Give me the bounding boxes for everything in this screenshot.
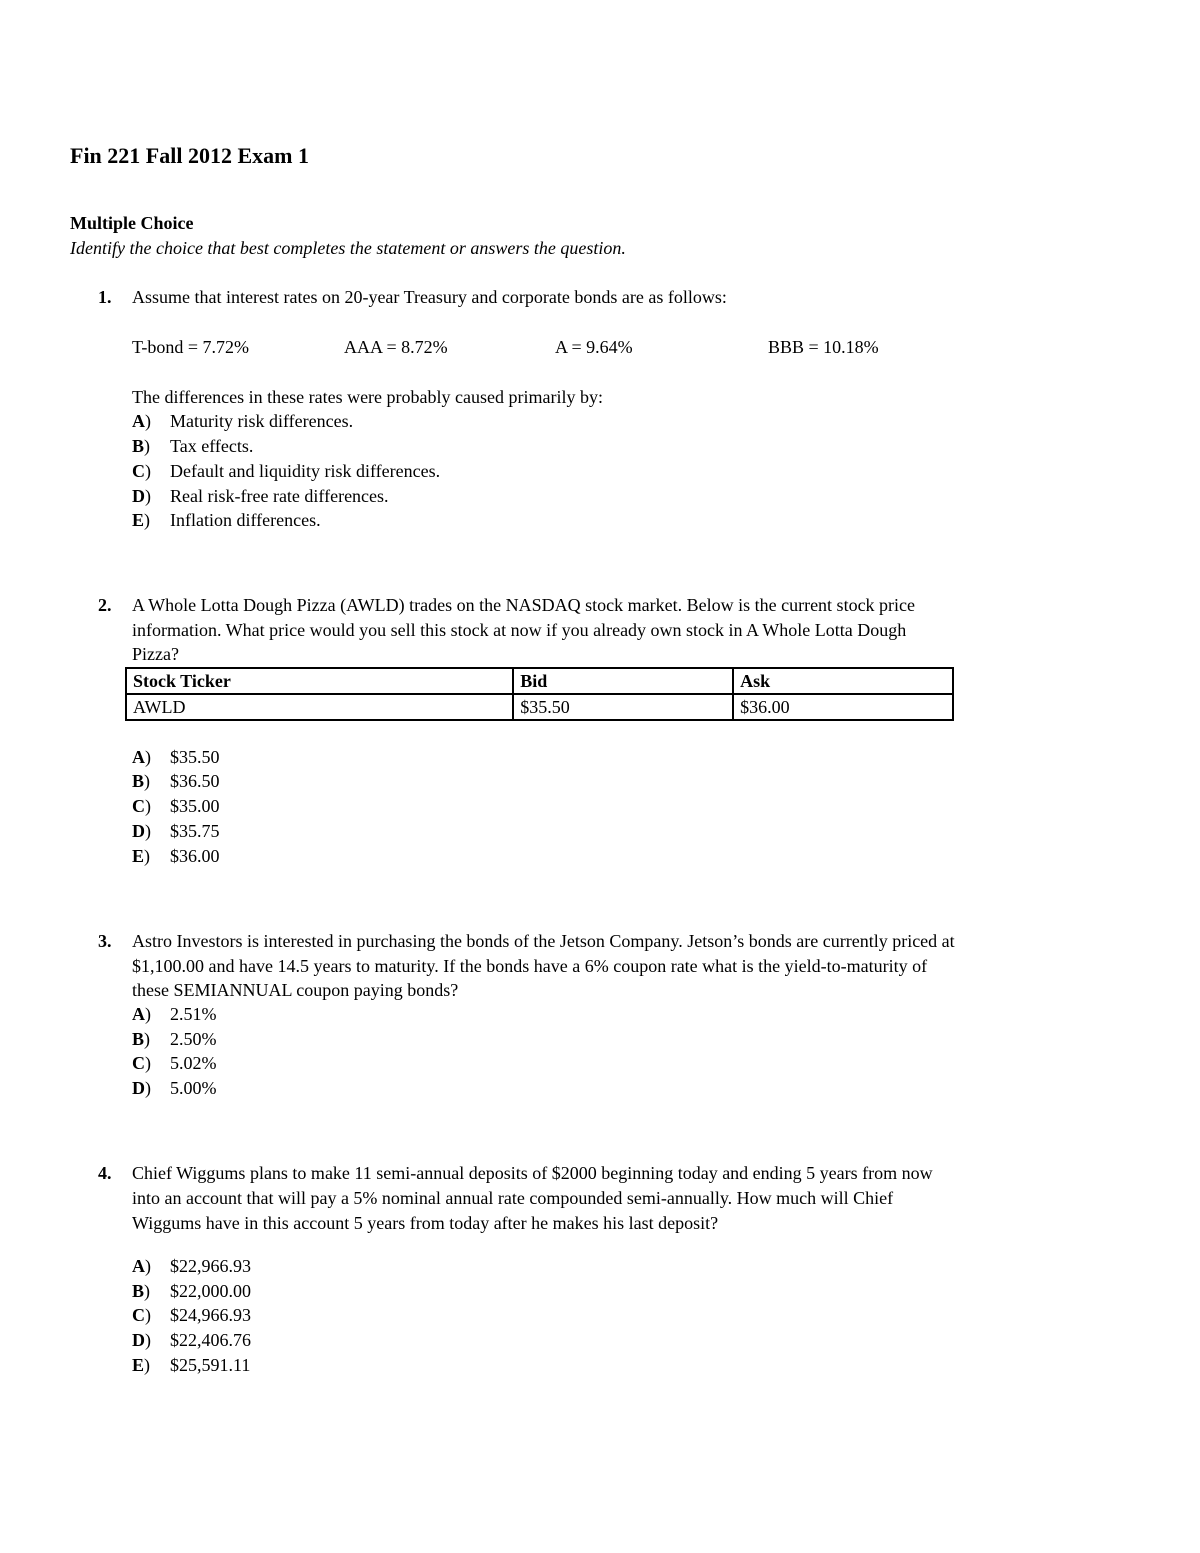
question-stem-line: these SEMIANNUAL coupon paying bonds?	[132, 980, 459, 1000]
choice-d[interactable]	[132, 1330, 251, 1351]
question-number: 1.	[98, 287, 112, 307]
table-header: Ask	[733, 668, 953, 694]
section-heading: Multiple Choice	[70, 213, 194, 233]
question-stem-line: into an account that will pay a 5% nominal annual rate compounded semi-annually. How much will Chief	[132, 1188, 894, 1208]
stock-quote-table	[125, 667, 954, 721]
choice-b[interactable]	[132, 436, 253, 457]
choice-c[interactable]	[132, 1305, 251, 1326]
table-cell: $36.00	[733, 694, 953, 720]
choice-text: Real risk-free rate differences.	[170, 486, 389, 506]
choice-text: $35.50	[170, 747, 220, 767]
choice-text: Default and liquidity risk differences.	[170, 461, 441, 481]
choice-text: $35.00	[170, 796, 220, 816]
choice-text: $36.50	[170, 771, 220, 791]
rate-bbb: BBB = 10.18%	[768, 337, 879, 357]
choice-letter: D)	[132, 1078, 151, 1098]
choice-text: $36.00	[170, 846, 220, 866]
choice-letter: B)	[132, 771, 151, 791]
choice-text: 2.51%	[170, 1004, 217, 1024]
question-stem-line: information. What price would you sell this stock at now if you already own stock in A Whole Lotta Dough	[132, 620, 907, 640]
question-stem-line: $1,100.00 and have 14.5 years to maturity. If the bonds have a 6% coupon rate what is the yield-to-maturity of	[132, 956, 928, 976]
choice-letter: D)	[132, 486, 151, 506]
rate-a: A = 9.64%	[555, 337, 633, 357]
choice-letter: C)	[132, 1305, 151, 1325]
table-header-row	[126, 668, 953, 694]
choice-a[interactable]	[132, 747, 220, 768]
choice-text: Inflation differences.	[170, 510, 321, 530]
choice-letter: A)	[132, 1256, 151, 1276]
choice-letter: C)	[132, 1053, 151, 1073]
exam-title: Fin 221 Fall 2012 Exam 1	[70, 143, 309, 168]
question-stem-line: Astro Investors is interested in purchasing the bonds of the Jetson Company. Jetson’s bonds are currently priced at	[132, 931, 955, 951]
rate-tbond: T-bond = 7.72%	[132, 337, 249, 357]
choice-letter: D)	[132, 1330, 151, 1350]
choice-d[interactable]	[132, 486, 389, 507]
choice-letter: A)	[132, 1004, 151, 1024]
question-stem-line: A Whole Lotta Dough Pizza (AWLD) trades on the NASDAQ stock market. Below is the current stock price	[132, 595, 916, 615]
choice-letter: D)	[132, 821, 151, 841]
choice-c[interactable]	[132, 461, 440, 482]
choice-b[interactable]	[132, 1029, 217, 1050]
choice-text: $22,406.76	[170, 1330, 251, 1350]
choice-text: 5.00%	[170, 1078, 217, 1098]
choice-a[interactable]	[132, 1004, 217, 1025]
choice-text: $35.75	[170, 821, 220, 841]
choice-d[interactable]	[132, 821, 220, 842]
choice-b[interactable]	[132, 1281, 251, 1302]
choice-e[interactable]	[132, 1355, 250, 1376]
choice-text: $25,591.11	[170, 1355, 251, 1375]
choice-e[interactable]	[132, 846, 220, 867]
choice-e[interactable]	[132, 510, 321, 531]
choice-c[interactable]	[132, 1053, 217, 1074]
choice-text: 5.02%	[170, 1053, 217, 1073]
choice-letter: B)	[132, 1281, 151, 1301]
choice-text: 2.50%	[170, 1029, 217, 1049]
choice-text: $24,966.93	[170, 1305, 251, 1325]
question-stem: Assume that interest rates on 20-year Treasury and corporate bonds are as follows:	[132, 287, 727, 307]
table-cell: $35.50	[513, 694, 733, 720]
choice-letter: E)	[132, 510, 151, 530]
choice-letter: E)	[132, 846, 151, 866]
choice-c[interactable]	[132, 796, 220, 817]
question-number: 3.	[98, 931, 112, 951]
rate-aaa: AAA = 8.72%	[344, 337, 448, 357]
choice-b[interactable]	[132, 771, 220, 792]
choice-a[interactable]	[132, 411, 353, 432]
question-stem-line: Wiggums have in this account 5 years from today after he makes his last deposit?	[132, 1213, 719, 1233]
choice-letter: B)	[132, 436, 151, 456]
question-number: 4.	[98, 1163, 112, 1183]
table-header: Bid	[513, 668, 733, 694]
choice-a[interactable]	[132, 1256, 251, 1277]
question-stem-line: Pizza?	[132, 644, 179, 664]
choice-letter: E)	[132, 1355, 151, 1375]
table-header: Stock Ticker	[126, 668, 513, 694]
table-row	[126, 694, 953, 720]
choice-text: $22,000.00	[170, 1281, 251, 1301]
choice-text: $22,966.93	[170, 1256, 251, 1276]
choice-d[interactable]	[132, 1078, 217, 1099]
section-instructions: Identify the choice that best completes the statement or answers the question.	[70, 238, 626, 258]
choice-letter: C)	[132, 796, 151, 816]
question-number: 2.	[98, 595, 112, 615]
choice-letter: A)	[132, 747, 151, 767]
choice-text: Tax effects.	[170, 436, 254, 456]
question-stem-line: Chief Wiggums plans to make 11 semi-annual deposits of $2000 beginning today and ending 5 years from now	[132, 1163, 933, 1183]
question-prompt: The differences in these rates were probably caused primarily by:	[132, 387, 603, 407]
choice-text: Maturity risk differences.	[170, 411, 354, 431]
choice-letter: B)	[132, 1029, 151, 1049]
choice-letter: C)	[132, 461, 151, 481]
table-cell: AWLD	[126, 694, 513, 720]
choice-letter: A)	[132, 411, 151, 431]
